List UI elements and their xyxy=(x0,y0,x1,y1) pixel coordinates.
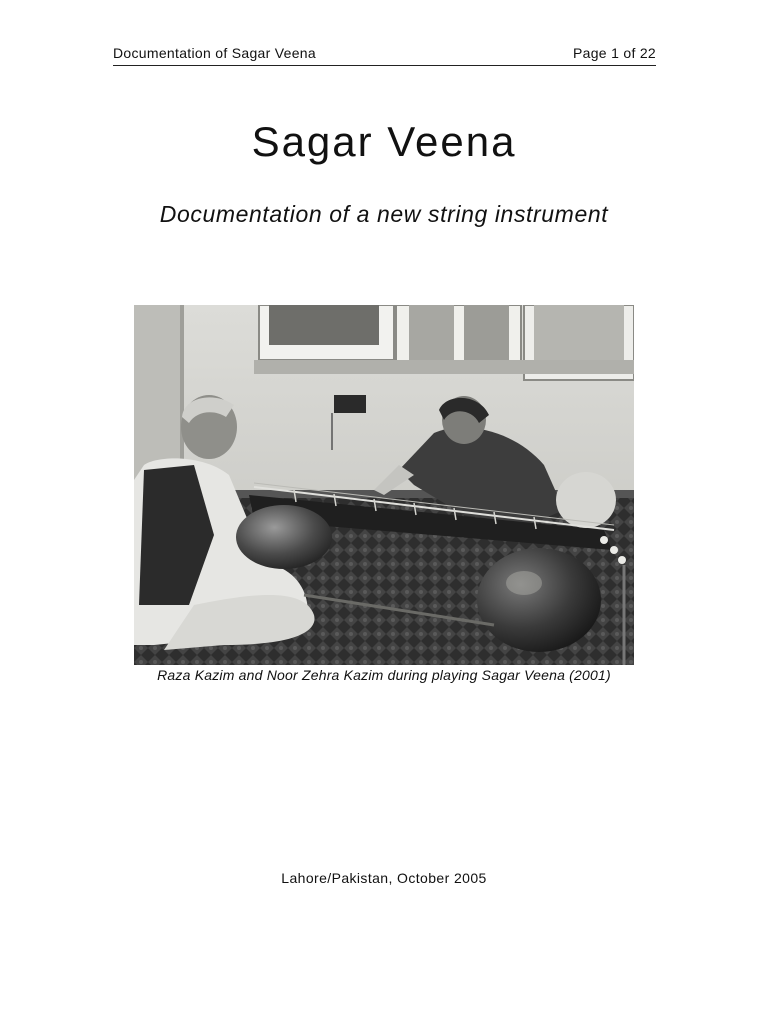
photo-caption: Raza Kazim and Noor Zehra Kazim during playing Sagar Veena (2001) xyxy=(157,667,611,683)
cover-photo xyxy=(134,305,634,665)
header-page-number: Page 1 of 22 xyxy=(573,45,656,61)
page-header xyxy=(113,45,656,66)
place-date: Lahore/Pakistan, October 2005 xyxy=(281,870,487,886)
document-subtitle: Documentation of a new string instrument xyxy=(159,201,609,227)
header-document-title: Documentation of Sagar Veena xyxy=(113,45,316,61)
document-title: Sagar Veena xyxy=(251,118,517,165)
